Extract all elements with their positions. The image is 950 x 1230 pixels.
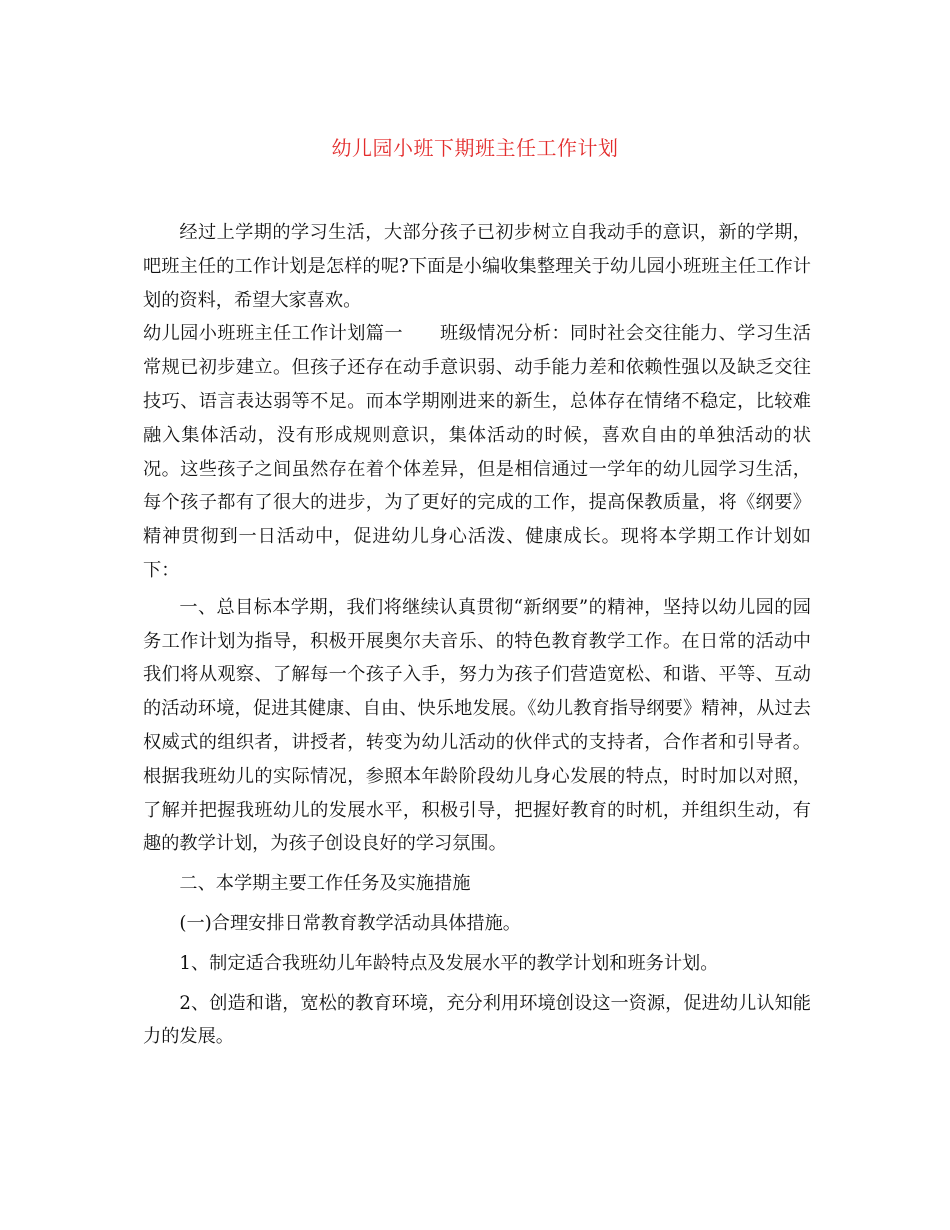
document-body	[143, 216, 811, 1054]
paragraph-intro: 经过上学期的学习生活，大部分孩子已初步树立自我动手的意识，新的学期，吧班主任的工作计划是怎样的呢?下面是小编收集整理关于幼儿园小班班主任工作计划的资料，希望大家喜欢。	[143, 222, 811, 311]
paragraph-overall-goal: 一、总目标本学期，我们将继续认真贯彻“新纲要”的精神，坚持以幼儿园的园务工作计划为指导，积极开展奥尔夫音乐、的特色教育教学工作。在日常的活动中我们将从观察、了解每一个孩子入手，努力为孩子们营造宽松、和谐、平等、互动的活动环境，促进其健康、自由、快乐地发展。《幼儿教育指导纲要》精神，从过去权威式的组织者，讲授者，转变为幼儿活动的伙伴式的支持者，合作者和引导者。根据我班幼儿的实际情况，参照本年龄阶段幼儿身心发展的特点，时时加以对照，了解并把握我班幼儿的发展水平，积极引导，把握好教育的时机，并组织生动，有趣的教学计划，为孩子创设良好的学习氛围。	[143, 596, 811, 855]
paragraph-subsection-one-heading: (一)合理安排日常教育教学活动具体措施。	[179, 912, 521, 934]
paragraph-item-one: 1、制定适合我班幼儿年龄特点及发展水平的教学计划和班务计划。	[179, 952, 719, 974]
paragraph-item-two: 2、创造和谐，宽松的教育环境，充分利用环境创设这一资源，促进幼儿认知能力的发展。	[143, 992, 811, 1048]
document-title: 幼儿园小班下期班主任工作计划	[331, 136, 619, 160]
paragraph-section-two-heading: 二、本学期主要工作任务及实施措施	[179, 873, 471, 895]
paragraph-class-analysis: 幼儿园小班班主任工作计划篇一 班级情况分析：同时社会交往能力、学习生活常规已初步建立。但孩子还存在动手意识弱、动手能力差和依赖性强以及缺乏交往技巧、语言表达弱等不足。而本学期刚进来的新生，总体存在情绪不稳定，比较难融入集体活动，没有形成规则意识，集体活动的时候，喜欢自由的单独活动的状况。这些孩子之间虽然存在着个体差异，但是相信通过一学年的幼儿园学习生活，每个孩子都有了很大的进步，为了更好的完成的工作，提高保教质量，将《纲要》精神贯彻到一日活动中，促进幼儿身心活泼、健康成长。现将本学期工作计划如下：	[143, 323, 811, 581]
